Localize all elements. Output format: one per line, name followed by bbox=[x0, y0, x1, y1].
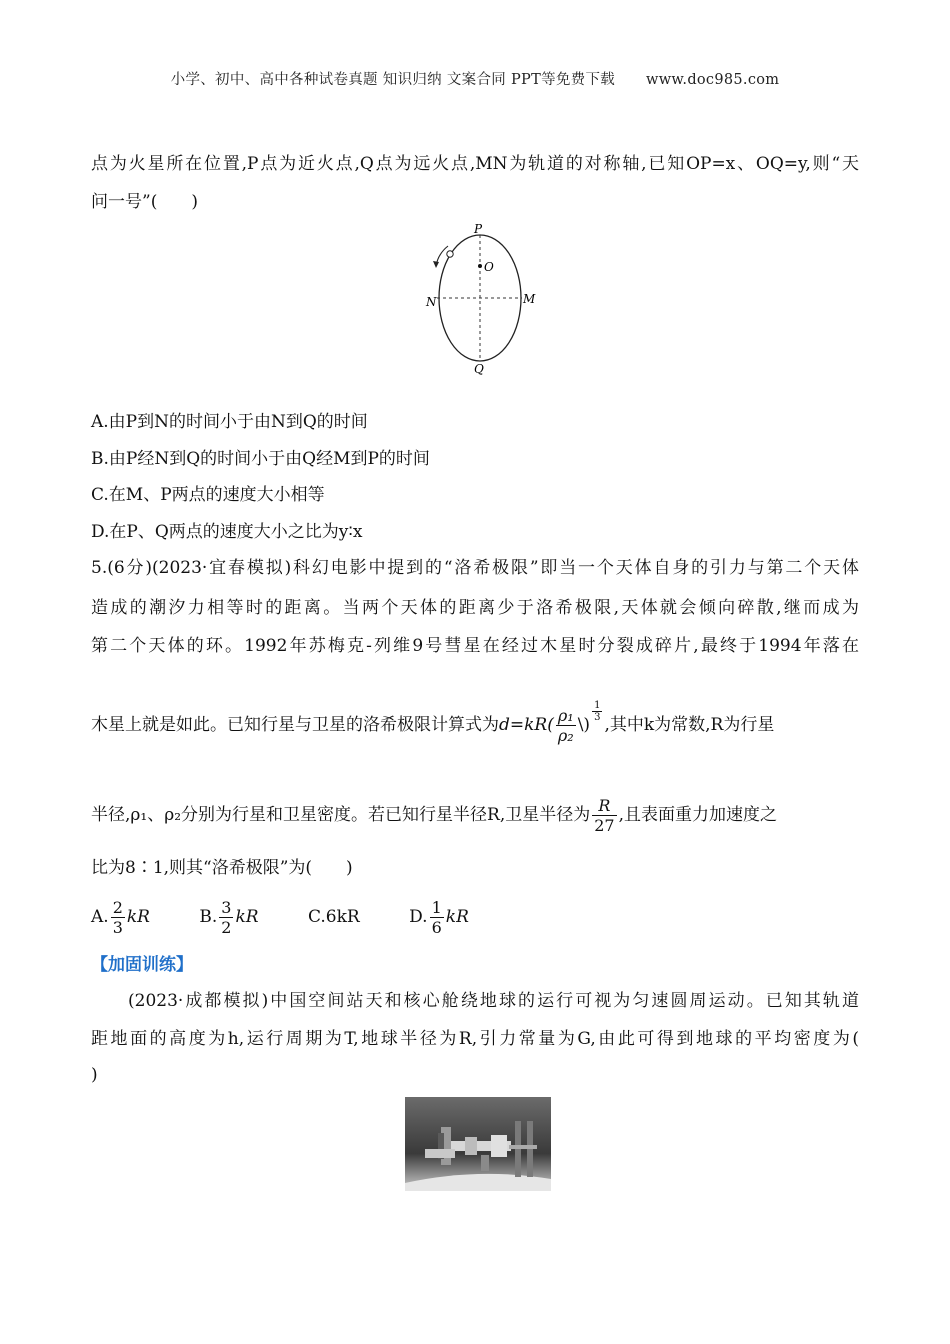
q4-option-a: A.由P到N的时间小于由N到Q的时间 bbox=[91, 412, 368, 432]
header-text: 小学、初中、高中各种试卷真题 知识归纳 文案合同 PPT等免费下载 bbox=[170, 72, 616, 88]
q4-option-c: C.在M、P两点的速度大小相等 bbox=[91, 485, 325, 505]
label-o: O bbox=[484, 260, 494, 274]
page-header bbox=[0, 68, 950, 89]
q5-option-a: A. $\frac{2}{3}$ kR bbox=[91, 898, 150, 937]
arrow-head bbox=[433, 261, 439, 268]
q4-stem-line1: 点为火星所在位置,P点为近火点,Q点为远火点,MN为轨道的对称轴,已知OP=x、OQ=y,则“天 bbox=[91, 154, 859, 174]
q4-option-d: D.在P、Q两点的速度大小之比为y∶x bbox=[91, 522, 363, 542]
radius-fraction bbox=[592, 796, 616, 835]
rho1: ρ₁ bbox=[557, 706, 574, 725]
rho2: ρ₂ bbox=[557, 726, 574, 745]
q5-line1: 5.(6分)(2023·宜春模拟)科幻电影中提到的“洛希极限”即当一个天体自身的引力与第二个天体 bbox=[91, 558, 859, 578]
q5-option-b: B. $\frac{3}{2}$ kR bbox=[199, 898, 259, 937]
exp-den: 3 bbox=[594, 712, 601, 723]
q4-option-b: B.由P经N到Q的时间小于由Q经M到P的时间 bbox=[91, 449, 430, 469]
frac-den: 27 bbox=[594, 816, 615, 835]
formula-close: \) bbox=[577, 715, 591, 735]
reinforce-line2: 距地面的高度为h,运行周期为T,地球半径为R,引力常量为G,由此可得到地球的平均密度为( bbox=[91, 1029, 859, 1049]
header-site: www.doc985.com bbox=[646, 72, 780, 88]
q5-option-d: D. $\frac{1}{6}$ kR bbox=[409, 898, 469, 937]
q5-line6: 比为8∶1,则其“洛希极限”为( ) bbox=[91, 858, 353, 878]
reinforce-line3: ) bbox=[91, 1065, 98, 1085]
reinforce-line1: (2023·成都模拟)中国空间站天和核心舱绕地球的运行可视为匀速圆周运动。已知其轨道 bbox=[128, 991, 859, 1011]
q4-stem-line2: 问一号”( ) bbox=[91, 192, 198, 212]
rho-fraction bbox=[556, 706, 576, 745]
q5-line3: 第二个天体的环。1992年苏梅克-列维9号彗星在经过木星时分裂成碎片,最终于1994年落在 bbox=[91, 636, 859, 656]
q5-line5 bbox=[91, 796, 859, 846]
label-n: N bbox=[426, 295, 437, 309]
q5-line5-pre: 半径,ρ₁、ρ₂分别为行星和卫星密度。若已知行星半径R,卫星半径为 bbox=[91, 805, 591, 825]
label-p: P bbox=[474, 222, 483, 236]
q5-line4-post: ,其中k为常数,R为行星 bbox=[604, 715, 775, 735]
frac-num: R bbox=[592, 796, 616, 816]
q5-line4-pre: 木星上就是如此。已知行星与卫星的洛希极限计算式为 bbox=[91, 715, 499, 735]
q5-line5-post: ,且表面重力加速度之 bbox=[618, 805, 777, 825]
q5-line4 bbox=[91, 700, 859, 760]
mars-point bbox=[478, 264, 482, 268]
exp-num: 1 bbox=[594, 700, 601, 711]
exponent-fraction bbox=[592, 700, 602, 723]
q5-line2: 造成的潮汐力相等时的距离。当两个天体的距离少于洛希极限,天体就会倾向碎散,继而成为 bbox=[91, 598, 859, 618]
reinforce-heading: 【加固训练】 bbox=[91, 955, 193, 975]
probe-marker bbox=[447, 251, 453, 257]
space-station-photo bbox=[405, 1097, 551, 1191]
label-m: M bbox=[523, 292, 536, 306]
orbit-diagram bbox=[418, 222, 548, 382]
label-q: Q bbox=[474, 362, 484, 376]
q5-option-c: C.6kR bbox=[308, 907, 360, 927]
q5-options bbox=[91, 897, 859, 941]
q5-formula-d: d=kR( bbox=[499, 715, 554, 735]
